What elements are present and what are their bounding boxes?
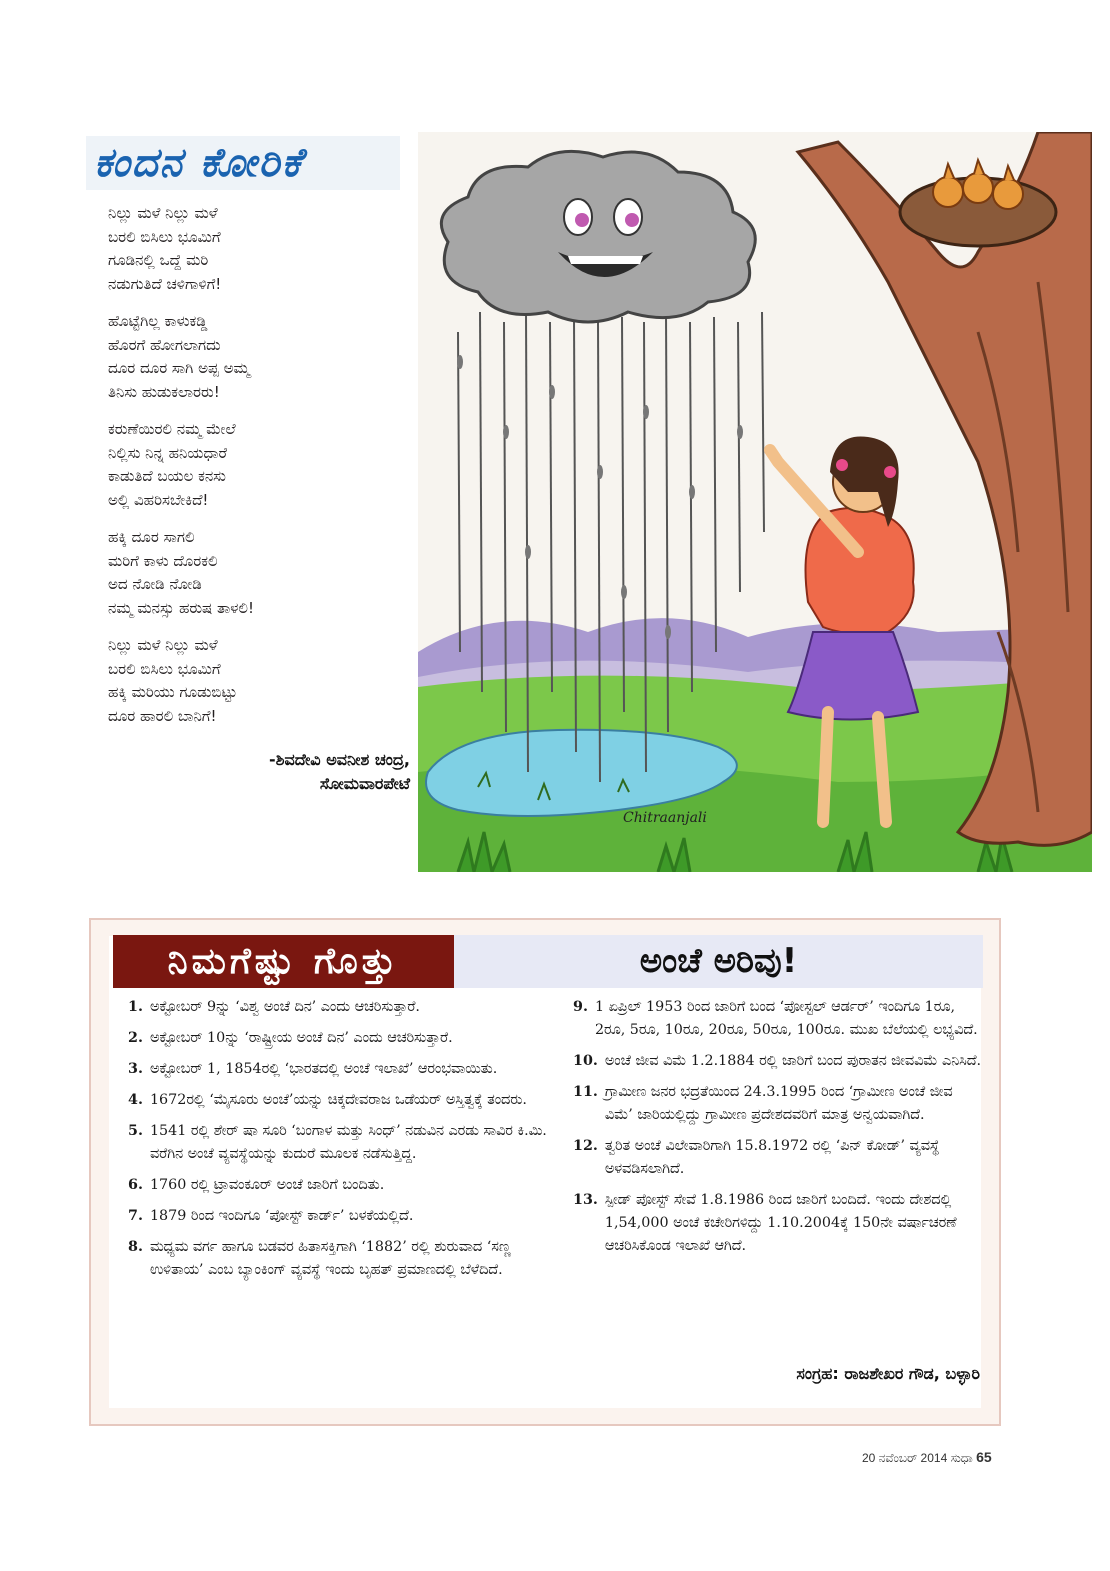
- poem-line: ದೂರ ದೂರ ಸಾಗಿ ಅಪ್ಪ ಅಮ್ಮ: [108, 359, 250, 377]
- magazine-name: ಸುಧಾ: [950, 1451, 973, 1465]
- fact-text: ಅಕ್ಟೋಬರ್ 9ನ್ನು ‘ವಿಶ್ವ ಅಂಚೆ ದಿನ’ ಎಂದು ಆಚರಿಸುತ್ತಾರೆ.: [149, 999, 420, 1015]
- fact-item: [128, 1058, 548, 1081]
- poem-line: ನಡುಗುತಿದೆ ಚಳಿಗಾಳಿಗೆ!: [108, 274, 222, 293]
- poem-body: [108, 202, 408, 742]
- fact-number: 13.: [573, 1192, 598, 1208]
- fact-text: ಅಂಚೆ ಜೀವ ವಿಮೆ 1.2.1884 ರಲ್ಲಿ ಜಾರಿಗೆ ಬಂದ ಪುರಾತನ ಜೀವವಿಮೆ ಎನಿಸಿದೆ.: [604, 1053, 982, 1069]
- fact-text: 1672ರಲ್ಲಿ ‘ಮೈಸೂರು ಅಂಚೆ’ಯನ್ನು ಚಿಕ್ಕದೇವರಾಜ ಒಡೆಯರ್ ಅಸ್ತಿತ್ವಕ್ಕೆ ತಂದರು.: [149, 1092, 527, 1108]
- poem-line: ಅಲ್ಲಿ ವಿಹರಿಸಬೇಕಿದೆ!: [108, 490, 209, 509]
- fact-number: 6.: [128, 1177, 143, 1193]
- fact-item: [573, 1050, 983, 1073]
- fact-item: [128, 1205, 548, 1228]
- poem-line: ನಿಲ್ಲು ಮಳೆ ನಿಲ್ಲು ಮಳೆ: [108, 204, 218, 222]
- fact-item: [573, 1189, 983, 1258]
- fact-text: ಮಧ್ಯಮ ವರ್ಗ ಹಾಗೂ ಬಡವರ ಹಿತಾಸಕ್ತಿಗಾಗಿ ‘1882’ ರಲ್ಲಿ ಶುರುವಾದ ‘ಸಣ್ಣ ಉಳಿತಾಯ’ ಎಂಬ ಬ್ಯಾಂಕಿಂಗ್ ವ್ಯವಸ್ಥೆ ಇಂದು ಬೃಹತ್ ಪ್ರಮಾಣದಲ್ಲಿ ಬೆಳೆದಿದೆ.: [149, 1239, 511, 1278]
- poem-line: ತಿನಿಸು ಹುಡುಕಲಾರರು!: [108, 382, 220, 401]
- fact-number: 5.: [128, 1123, 143, 1139]
- poem-line: ಗೂಡಿನಲ್ಲಿ ಒದ್ದೆ ಮರಿ: [108, 251, 209, 269]
- fact-number: 3.: [128, 1061, 143, 1077]
- fact-item: [573, 1081, 983, 1127]
- facts-left-column: [128, 996, 548, 1290]
- poem-line: ಹಕ್ಕಿ ದೂರ ಸಾಗಲಿ: [108, 528, 195, 546]
- fact-number: 7.: [128, 1208, 143, 1224]
- poem-title: ಕಂದನ ಕೋರಿಕೆ: [86, 136, 400, 190]
- fact-item: [128, 1174, 548, 1197]
- poem-line: ಹಕ್ಕಿ ಮರಿಯು ಗೂಡುಬಿಟ್ಟು: [108, 683, 238, 701]
- page-number: 65: [976, 1449, 992, 1465]
- poem-line: ಮರಿಗೆ ಕಾಳು ದೊರಕಲಿ: [108, 551, 218, 570]
- fact-item: [128, 1120, 548, 1166]
- fact-text: ತ್ವರಿತ ಅಂಚೆ ವಿಲೇವಾರಿಗಾಗಿ 15.8.1972 ರಲ್ಲಿ ‘ಪಿನ್ ಕೋಡ್’ ವ್ಯವಸ್ಥೆ ಅಳವಡಿಸಲಾಗಿದೆ.: [604, 1138, 940, 1177]
- fact-text: 1 ಏಪ್ರಿಲ್ 1953 ರಿಂದ ಜಾರಿಗೆ ಬಂದ ‘ಪೋಸ್ಟಲ್ ಆರ್ಡರ್’ ಇಂದಿಗೂ 1ರೂ, 2ರೂ, 5ರೂ, 10ರೂ, 20ರೂ, 50ರೂ, 100ರೂ. ಮುಖ ಬೆಲೆಯಲ್ಲಿ ಲಭ್ಯವಿದೆ.: [594, 999, 978, 1038]
- poem-line: ನಿಲ್ಲಿಸು ನಿನ್ನ ಹನಿಯಧಾರೆ: [108, 443, 227, 462]
- fact-item: [128, 996, 548, 1019]
- fact-number: 9.: [573, 999, 588, 1015]
- poem-line: ಹೊರಗೆ ಹೋಗಲಾಗದು: [108, 335, 221, 354]
- poem-line: ಬರಲಿ ಬಿಸಿಲು ಭೂಮಿಗೆ: [108, 227, 221, 246]
- poem-line: ಹೊಟ್ಟೆಗಿಲ್ಲ ಕಾಳುಕಡ್ಡಿ: [108, 312, 208, 330]
- info-headline: ಅಂಚೆ ಅರಿವು!: [639, 941, 798, 981]
- rain-illustration: [418, 132, 1092, 872]
- fact-text: ಅಕ್ಟೋಬರ್ 1, 1854ರಲ್ಲಿ ‘ಭಾರತದಲ್ಲಿ ಅಂಚೆ ಇಲಾಖೆ’ ಆರಂಭವಾಯಿತು.: [149, 1061, 498, 1077]
- issue-date: 20 ನವೆಂಬರ್ 2014: [862, 1451, 948, 1465]
- poem-place: ಸೋಮವಾರಪೇಟೆ: [319, 774, 410, 793]
- poem-stanza: [108, 310, 408, 404]
- fact-item: [128, 1089, 548, 1112]
- poem-line: ಕಾಡುತಿದೆ ಬಯಲ ಕನಸು: [108, 467, 226, 485]
- poem-attribution: [200, 748, 410, 796]
- poem-author: -ಶಿವದೇವಿ ಅವನೀಶ ಚಂದ್ರ,: [269, 750, 410, 769]
- poem-line: ದೂರ ಹಾರಲಿ ಬಾನಿಗೆ!: [108, 706, 217, 725]
- fact-text: ಅಕ್ಟೋಬರ್ 10ನ್ನು ‘ರಾಷ್ಟ್ರೀಯ ಅಂಚೆ ದಿನ’ ಎಂದು ಆಚರಿಸುತ್ತಾರೆ.: [149, 1030, 453, 1046]
- facts-right-column: [573, 996, 983, 1266]
- fact-text: ಗ್ರಾಮೀಣ ಜನರ ಭದ್ರತೆಯಿಂದ 24.3.1995 ರಿಂದ ‘ಗ್ರಾಮೀಣ ಅಂಚೆ ಜೀವ ವಿಮೆ’ ಜಾರಿಯಲ್ಲಿದ್ದು ಗ್ರಾಮೀಣ ಪ್ರದೇಶದವರಿಗೆ ಮಾತ್ರ ಅನ್ವಯವಾಗಿದೆ.: [604, 1084, 953, 1123]
- poem-line: ನಿಲ್ಲು ಮಳೆ ನಿಲ್ಲು ಮಳೆ: [108, 636, 218, 654]
- poem-line: ಬರಲಿ ಬಿಸಿಲು ಭೂಮಿಗೆ: [108, 659, 221, 678]
- poem-line: ಅದ ನೋಡಿ ನೋಡಿ: [108, 575, 202, 593]
- poem-line: ಕರುಣೆಯಿರಲಿ ನಮ್ಮ ಮೇಲೆ: [108, 420, 236, 438]
- poem-line: ನಮ್ಮ ಮನಸ್ಸು ಹರುಷ ತಾಳಲಿ!: [108, 598, 254, 617]
- poem-stanza: [108, 202, 408, 296]
- fact-text: 1879 ರಿಂದ ಇಂದಿಗೂ ‘ಪೋಸ್ಟ್ ಕಾರ್ಡ್’ ಬಳಕೆಯಲ್ಲಿದೆ.: [149, 1208, 414, 1224]
- fact-text: ಸ್ಪೀಡ್ ಪೋಸ್ಟ್ ಸೇವೆ 1.8.1986 ರಿಂದ ಜಾರಿಗೆ ಬಂದಿದೆ. ಇಂದು ದೇಶದಲ್ಲಿ 1,54,000 ಅಂಚೆ ಕಚೇರಿಗಳಿದ್ದು 1.10.2004ಕ್ಕೆ 150ನೇ ವರ್ಷಾಚರಣೆ ಆಚರಿಸಿಕೊಂಡ ಇಲಾಖೆ ಆಗಿದೆ.: [604, 1192, 957, 1254]
- fact-text: 1760 ರಲ್ಲಿ ಟ್ರಾವಂಕೂರ್ ಅಂಚೆ ಜಾರಿಗೆ ಬಂದಿತು.: [149, 1177, 385, 1193]
- fact-item: [573, 1135, 983, 1181]
- page-footer: [862, 1449, 992, 1466]
- fact-number: 11.: [573, 1084, 598, 1100]
- fact-number: 4.: [128, 1092, 143, 1108]
- poem-stanza: [108, 634, 408, 728]
- collector-credit: ಸಂಗ್ರಹ: ರಾಜಶೇಖರ ಗೌಡ, ಬಳ್ಳಾರಿ: [796, 1364, 980, 1383]
- fact-item: [128, 1027, 548, 1050]
- fact-number: 2.: [128, 1030, 143, 1046]
- poem-stanza: [108, 418, 408, 512]
- fact-item: [573, 996, 983, 1042]
- illustration-signature: Chitraanjali: [623, 810, 707, 826]
- section-tag: ನಿಮಗೆಷ್ಟು ಗೊತ್ತು: [113, 935, 454, 988]
- fact-number: 12.: [573, 1138, 598, 1154]
- poem-stanza: [108, 526, 408, 620]
- fact-number: 1.: [128, 999, 143, 1015]
- fact-number: 10.: [573, 1053, 598, 1069]
- fact-text: 1541 ರಲ್ಲಿ ಶೇರ್ ಷಾ ಸೂರಿ ‘ಬಂಗಾಳ ಮತ್ತು ಸಿಂಧ್’ ನಡುವಿನ ಎರಡು ಸಾವಿರ ಕಿ.ಮಿ. ವರೆಗಿನ ಅಂಚೆ ವ್ಯವಸ್ಥೆಯನ್ನು ಕುದುರೆ ಮೂಲಕ ನಡೆಸುತ್ತಿದ್ದ.: [149, 1123, 547, 1162]
- fact-number: 8.: [128, 1239, 143, 1255]
- fact-item: [128, 1236, 548, 1282]
